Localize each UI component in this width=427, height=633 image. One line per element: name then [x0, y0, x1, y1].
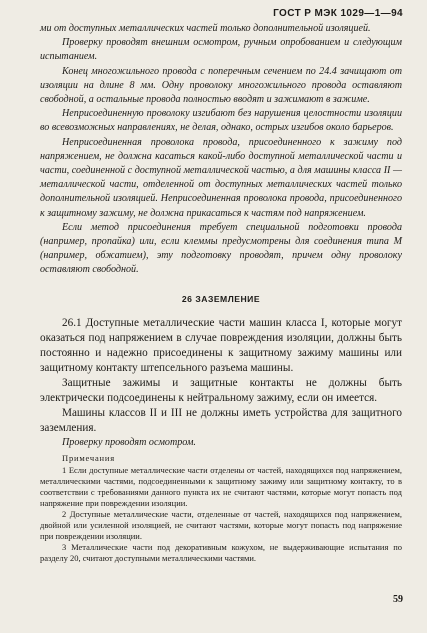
section-heading: 26 ЗАЗЕМЛЕНИЕ	[181, 293, 261, 304]
paragraph-protective-terminals: Защитные зажимы и защитные контакты не должны быть электрически подсоединены к нейтральному зажиму, если он имеется.	[40, 376, 402, 404]
paragraph-wire-contact: Неприсоединенная проволока провода, присоединенного к зажиму под напряжением, не должна касаться какой-либо доступной металлической части и части, соединенной с доступной металлической частью, а для машины класса II — металлической части, отделенной от доступных металлических частей только дополнительной изоляцией. Неприсоединенная проволока провода, присоединенного к защитному зажиму, не должна прикасаться к частям под напряжением.	[40, 136, 402, 219]
page-header: ГОСТ Р МЭК 1029—1—94	[273, 8, 403, 19]
paragraph-class-ii-iii: Машины классов II и III не должны иметь устройства для защитного заземления.	[40, 406, 402, 434]
paragraph-check-method: Проверку проводят внешним осмотром, ручным опробованием и следующим испытанием.	[40, 37, 402, 63]
page-content	[40, 22, 402, 564]
note-3: 3 Металлические части под декоративным кожухом, не выдерживающие испытания по разделу 20, считают доступными металлическими частями.	[40, 541, 402, 563]
page-number: 59	[393, 594, 403, 605]
paragraph-wire-prep: Конец многожильного провода с поперечным сечением по 24.4 зачищают от изоляции на длине 8 мм. Одну проволоку многожильного провода оставляют свободной, а остальные провода полностью вводят и зажимают в зажиме.	[40, 65, 402, 106]
paragraph-continuation: ми от доступных металлических частей только дополнительной изоляцией.	[40, 23, 371, 34]
notes-title: Примечания	[62, 452, 115, 463]
note-1: 1 Если доступные металлические части отделены от частей, находящихся под напряжением, металлическими частями, подсоединенными к защитному зажиму или защитному контакту, то в соответствии с требованиями данного пункта их не считают частями, которые могут попасть под напряжение при повреждении изоляции.	[40, 464, 402, 508]
paragraph-wire-bend: Неприсоединенную проволоку изгибают без нарушения целостности изоляции во всевозможных направлениях, не делая, однако, острых изгибов около барьеров.	[40, 108, 402, 134]
note-2: 2 Доступные металлические части, отделенные от частей, находящихся под напряжением, двойной или усиленной изоляцией, не считают частями, которые могут попасть под напряжение при повреждении изоляции.	[40, 508, 402, 541]
paragraph-check-inspection: Проверку проводят осмотром.	[62, 436, 196, 448]
paragraph-special-prep: Если метод присоединения требует специальной подготовки провода (например, пропайка) или, если клеммы предусмотрены для соединения типа М (например, обжатием), эту подготовку проводят, причем одну проволоку оставляют свободной.	[40, 221, 402, 276]
paragraph-26-1: 26.1 Доступные металлические части машин класса I, которые могут оказаться под напряжением в случае повреждения изоляции, должны быть постоянно и надежно присоединены к защитному зажиму машины или защитному контакту штепсельного разъема машины.	[40, 316, 402, 374]
